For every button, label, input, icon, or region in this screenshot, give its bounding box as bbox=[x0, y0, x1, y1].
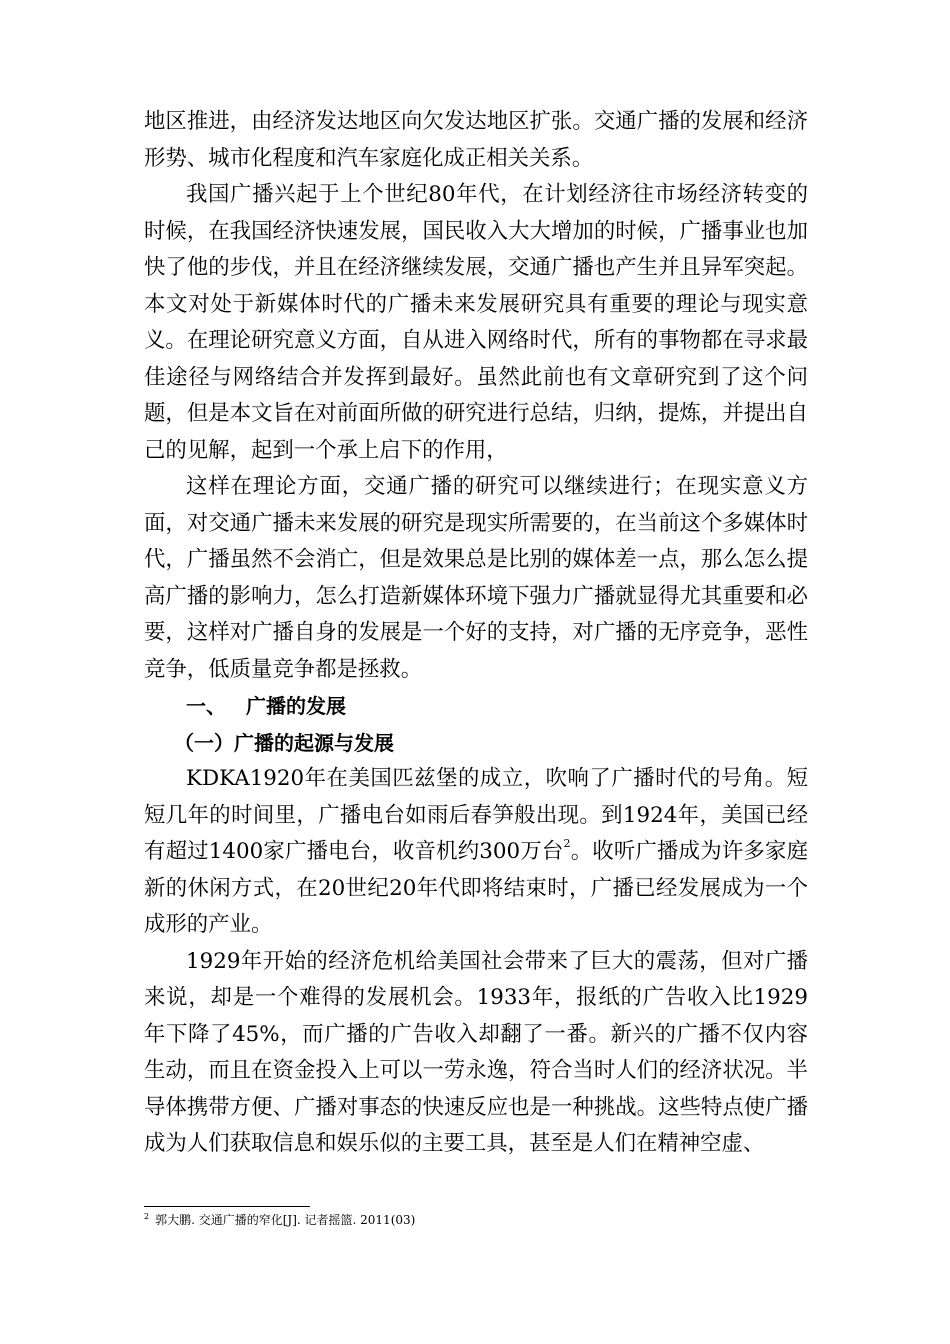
footnote bbox=[144, 1212, 415, 1228]
footnote-reference[interactable]: 2 bbox=[563, 837, 571, 850]
body-paragraph: 地区推进，由经济发达地区向欠发达地区扩张。交通广播的发展和经济形势、城市化程度和汽车家庭化成正相关关系。 bbox=[144, 109, 808, 171]
body-paragraph: 这样在理论方面，交通广播的研究可以继续进行；在现实意义方面，对交通广播未来发展的研究是现实所需要的，在当前这个多媒体时代，广播虽然不会消亡，但是效果总是比别的媒体差一点，那么怎么提高广播的影响力，怎么打造新媒体环境下强力广播就显得尤其重要和必要，这样对广播自身的发展是一个好的支持，对广播的无序竞争，恶性竞争，低质量竞争都是拯救。 bbox=[144, 474, 808, 682]
body-paragraph bbox=[144, 761, 808, 944]
subsection-heading: （一）广播的起源与发展 bbox=[174, 730, 394, 755]
section-heading bbox=[144, 688, 808, 725]
document-body bbox=[144, 104, 808, 1163]
footnote-text: 郭大鹏. 交通广播的窄化[J]. 记者摇篮. 2011(03) bbox=[155, 1213, 416, 1227]
paragraph-text: KDKA1920年在美国匹兹堡的成立，吹响了广播时代的号角。短短几年的时间里，广播电台如雨后春笋般出现。到1924年，美国已经有超过1400家广播电台，收音机约300万台 bbox=[144, 766, 808, 864]
section-number: 一、 bbox=[186, 694, 226, 718]
footnote-mark: 2 bbox=[144, 1212, 150, 1221]
paragraph-text: 。收听广播成为许多家庭新的休闲方式，在20世纪20年代即将结束时，广播已经发展成为一个成形的产业。 bbox=[144, 839, 808, 937]
footnote-separator bbox=[144, 1206, 310, 1207]
body-paragraph: 我国广播兴起于上个世纪80年代，在计划经济往市场经济转变的时候，在我国经济快速发展，国民收入大大增加的时候，广播事业也加快了他的步伐，并且在经济继续发展，交通广播也产生并且异军突起。本文对处于新媒体时代的广播未来发展研究具有重要的理论与现实意义。在理论研究意义方面，自从进入网络时代，所有的事物都在寻求最佳途径与网络结合并发挥到最好。虽然此前也有文章研究到了这个问题，但是本文旨在对前面所做的研究进行总结，归纳，提炼，并提出自己的见解，起到一个承上启下的作用， bbox=[144, 182, 808, 463]
body-paragraph: 1929年开始的经济危机给美国社会带来了巨大的震荡，但对广播来说，却是一个难得的发展机会。1933年，报纸的广告收入比1929年下降了45%，而广播的广告收入却翻了一番。新兴的广播不仅内容生动，而且在资金投入上可以一劳永逸，符合当时人们的经济状况。半导体携带方便、广播对事态的快速反应也是一种挑战。这些特点使广播成为人们获取信息和娱乐似的主要工具，甚至是人们在精神空虚、 bbox=[144, 948, 808, 1156]
section-title: 广播的发展 bbox=[246, 694, 346, 718]
